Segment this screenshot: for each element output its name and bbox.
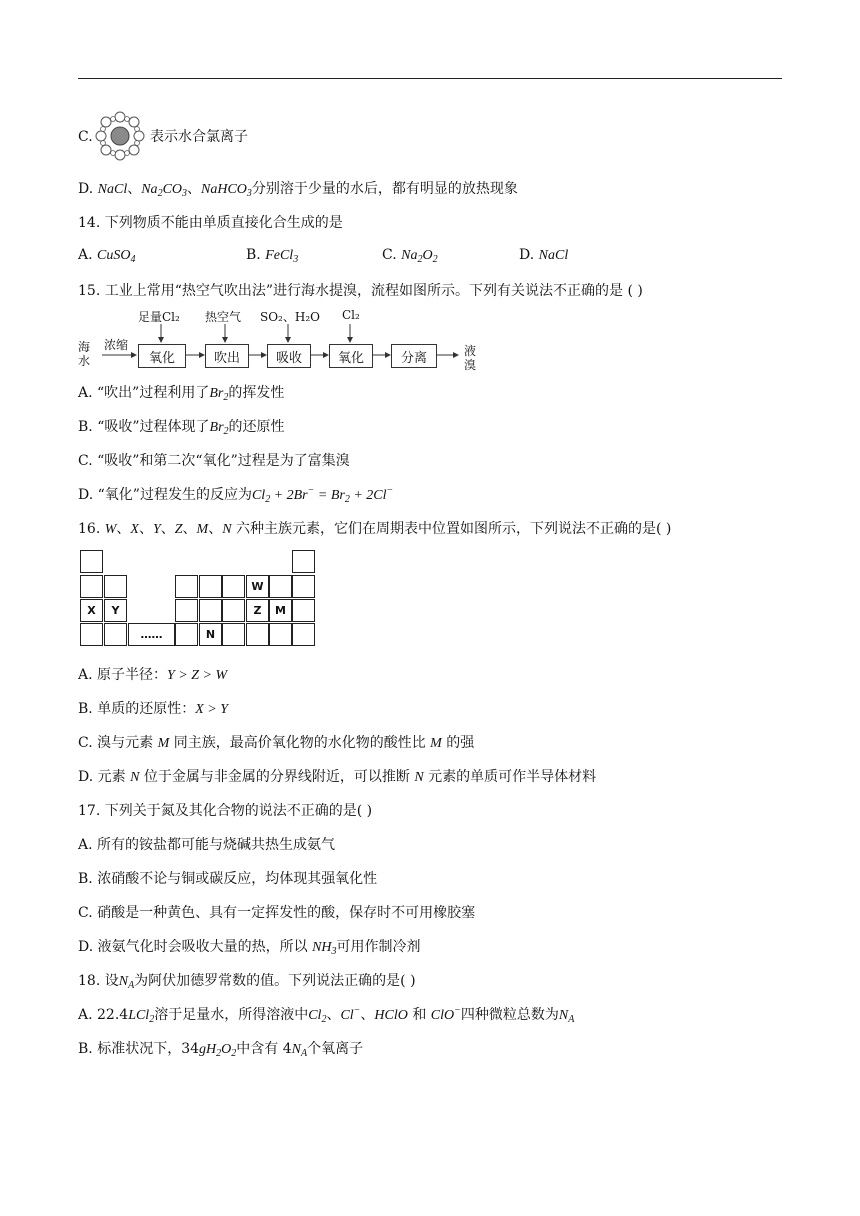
flow-start-top: 海 bbox=[78, 340, 91, 354]
stem-text: 六种主族元素，它们在周期表中位置如图所示，下列说法不正确的是( ) bbox=[236, 521, 672, 537]
option-letter: B. bbox=[246, 247, 261, 263]
grid-cell bbox=[269, 575, 292, 598]
q14-option-b: B. FeCl$_3$ bbox=[246, 247, 299, 265]
flow-step-separate: 分离 bbox=[391, 344, 437, 368]
grid-cell bbox=[104, 623, 127, 646]
q15-option-c: C. “吸收”和第二次“氧化”过程是为了富集溴 bbox=[78, 453, 350, 469]
flow-input-1: 足量Cl₂ bbox=[138, 310, 180, 324]
option-text: D. “氧化”过程发生的反应为 bbox=[78, 487, 252, 503]
option-text-tail: 可用作制冷剂 bbox=[336, 939, 421, 955]
grid-cell bbox=[292, 599, 315, 622]
q13-option-d: D. NaCl、$Na_2CO_3$、NaHCO$_3$分别溶于少量的水后，都有明显的放热现象 bbox=[78, 181, 518, 199]
option-letter: C. bbox=[382, 247, 397, 263]
q15-option-d: D. “氧化”过程发生的反应为$Cl_2 + 2Br^- = Br_2 + 2Cl^-$ bbox=[78, 485, 394, 505]
option-letter: A. bbox=[78, 247, 93, 263]
option-text-mid: 位于金属与非金属的分界线附近，可以推断 bbox=[143, 769, 410, 785]
option-text-tail: 四种微粒总数为 bbox=[460, 1007, 559, 1023]
option-text: C. 溴与元素 bbox=[78, 735, 154, 751]
flow-step-oxidation-1: 氧化 bbox=[138, 344, 186, 368]
flow-input-3: SO₂、H₂O bbox=[260, 310, 320, 324]
grid-cell bbox=[246, 623, 269, 646]
flow-input-4: Cl₂ bbox=[342, 308, 360, 322]
q16-option-d: D. 元素 N 位于金属与非金属的分界线附近，可以推断 N 元素的单质可作半导体材料 bbox=[78, 769, 597, 785]
grid-cell-dots: …… bbox=[128, 623, 175, 646]
q16-option-b: B. 单质的还原性：X > Y bbox=[78, 701, 228, 717]
q14-option-d: D. NaCl bbox=[519, 247, 569, 263]
q17-option-b: B. 浓硝酸不论与铜或碳反应，均体现其强氧化性 bbox=[78, 871, 378, 887]
grid-cell-w: W bbox=[246, 575, 269, 598]
flow-step-blow-out: 吹出 bbox=[205, 344, 249, 368]
option-letter: D. bbox=[78, 181, 94, 197]
q13-option-c bbox=[78, 128, 93, 146]
q16-option-c: C. 溴与元素 M 同主族，最高价氧化物的水化物的酸性比 M 的强 bbox=[78, 735, 475, 751]
grid-cell bbox=[222, 575, 245, 598]
option-text-tail: 的挥发性 bbox=[228, 385, 285, 401]
grid-cell bbox=[222, 623, 245, 646]
option-text: A. 原子半径： bbox=[78, 667, 168, 683]
q17-option-a: A. 所有的铵盐都可能与烧碱共热生成氨气 bbox=[78, 837, 336, 853]
flow-input-2: 热空气 bbox=[205, 310, 242, 324]
q17-option-d: D. 液氨气化时会吸收大量的热，所以 $NH_3$可用作制冷剂 bbox=[78, 939, 421, 957]
grid-cell bbox=[199, 575, 222, 598]
q16-option-a: A. 原子半径：Y > Z > W bbox=[78, 667, 228, 683]
option-text: B. “吸收”过程体现了 bbox=[78, 419, 210, 435]
grid-cell bbox=[175, 575, 198, 598]
grid-cell bbox=[175, 623, 198, 646]
grid-cell bbox=[80, 550, 103, 573]
option-text: D. 元素 bbox=[78, 769, 126, 785]
option-text-mid: 溶于足量水，所得溶液中 bbox=[154, 1007, 309, 1023]
flow-end-top: 液 bbox=[464, 344, 477, 358]
bromine-extraction-flowchart bbox=[78, 306, 498, 376]
flow-step-oxidation-2: 氧化 bbox=[329, 344, 373, 368]
q17-option-c: C. 硝酸是一种黄色、具有一定挥发性的酸，保存时不可用橡胶塞 bbox=[78, 905, 476, 921]
option-text-mid: 同主族，最高价氧化物的水化物的酸性比 bbox=[173, 735, 426, 751]
grid-cell bbox=[269, 623, 292, 646]
grid-cell bbox=[80, 623, 103, 646]
header-rule bbox=[78, 78, 782, 79]
grid-cell-n: N bbox=[199, 623, 222, 646]
option-text: 分别溶于少量的水后，都有明显的放热现象 bbox=[251, 181, 518, 197]
option-text: A. 22.4 bbox=[78, 1007, 129, 1023]
grid-cell-y: Y bbox=[104, 599, 127, 622]
flow-start-bottom: 水 bbox=[78, 354, 91, 368]
grid-cell bbox=[292, 550, 315, 573]
option-text: A. “吹出”过程利用了 bbox=[78, 385, 210, 401]
hydrated-chloride-ion-icon bbox=[94, 110, 146, 162]
q14-option-a: A. CuSO$_4$ bbox=[78, 247, 136, 265]
q18-option-a: A. 22.4LCl$_2$溶于足量水，所得溶液中$Cl_2$、Cl−、HClO 和 ClO−四种微粒总数为$N_A$ bbox=[78, 1005, 575, 1025]
option-text: B. 标准状况下，34 bbox=[78, 1041, 200, 1057]
option-text: B. 单质的还原性： bbox=[78, 701, 196, 717]
stem-text: 18. 设 bbox=[78, 973, 119, 989]
grid-cell bbox=[80, 575, 103, 598]
q17-stem: 17. 下列关于氮及其化合物的说法不正确的是( ) bbox=[78, 803, 373, 819]
option-text-tail: 的还原性 bbox=[228, 419, 285, 435]
grid-cell bbox=[199, 599, 222, 622]
flow-step-absorb: 吸收 bbox=[267, 344, 311, 368]
grid-cell-z: Z bbox=[246, 599, 269, 622]
grid-cell bbox=[175, 599, 198, 622]
grid-cell bbox=[222, 599, 245, 622]
option-text-end: 的强 bbox=[446, 735, 475, 751]
q18-option-b: B. 标准状况下，$34gH_2O_2$中含有 $4N_A$个氧离子 bbox=[78, 1041, 364, 1059]
option-text-mid: 中含有 4 bbox=[236, 1041, 292, 1057]
option-letter: D. bbox=[519, 247, 535, 263]
q14-stem: 14. 下列物质不能由单质直接化合生成的是 bbox=[78, 215, 343, 231]
grid-cell bbox=[292, 575, 315, 598]
q15-option-a: A. “吹出”过程利用了$Br_2$的挥发性 bbox=[78, 385, 285, 403]
flow-end bbox=[464, 344, 476, 372]
flow-start bbox=[78, 340, 90, 368]
option-letter: C. bbox=[78, 129, 93, 145]
grid-cell-x: X bbox=[80, 599, 103, 622]
option-text-and: 和 bbox=[412, 1007, 427, 1023]
q14-option-c: C. $Na_2O_2$ bbox=[382, 247, 438, 265]
q18-stem: 18. 设$N_A$为阿伏加德罗常数的值。下列说法正确的是( ) bbox=[78, 973, 416, 991]
option-text: D. 液氨气化时会吸收大量的热，所以 bbox=[78, 939, 308, 955]
q16-stem: 16. W、X、Y、Z、M、N 六种主族元素，它们在周期表中位置如图所示，下列说法不正确的是( ) bbox=[78, 521, 672, 537]
grid-cell bbox=[292, 623, 315, 646]
stem-text-tail: 为阿伏加德罗常数的值。下列说法正确的是( ) bbox=[134, 973, 416, 989]
flow-end-bottom: 溴 bbox=[464, 358, 477, 372]
grid-cell-m: M bbox=[269, 599, 292, 622]
q13-option-c-text: 表示水合氯离子 bbox=[150, 129, 248, 145]
option-text-tail: 个氧离子 bbox=[307, 1041, 364, 1057]
flow-concentrate-label: 浓缩 bbox=[104, 338, 129, 352]
grid-cell bbox=[104, 575, 127, 598]
option-text-end: 元素的单质可作半导体材料 bbox=[428, 769, 597, 785]
q15-option-b: B. “吸收”过程体现了$Br_2$的还原性 bbox=[78, 419, 285, 437]
q15-stem: 15. 工业上常用“热空气吹出法”进行海水提溴，流程如图所示。下列有关说法不正确的是 ( ) bbox=[78, 283, 643, 299]
